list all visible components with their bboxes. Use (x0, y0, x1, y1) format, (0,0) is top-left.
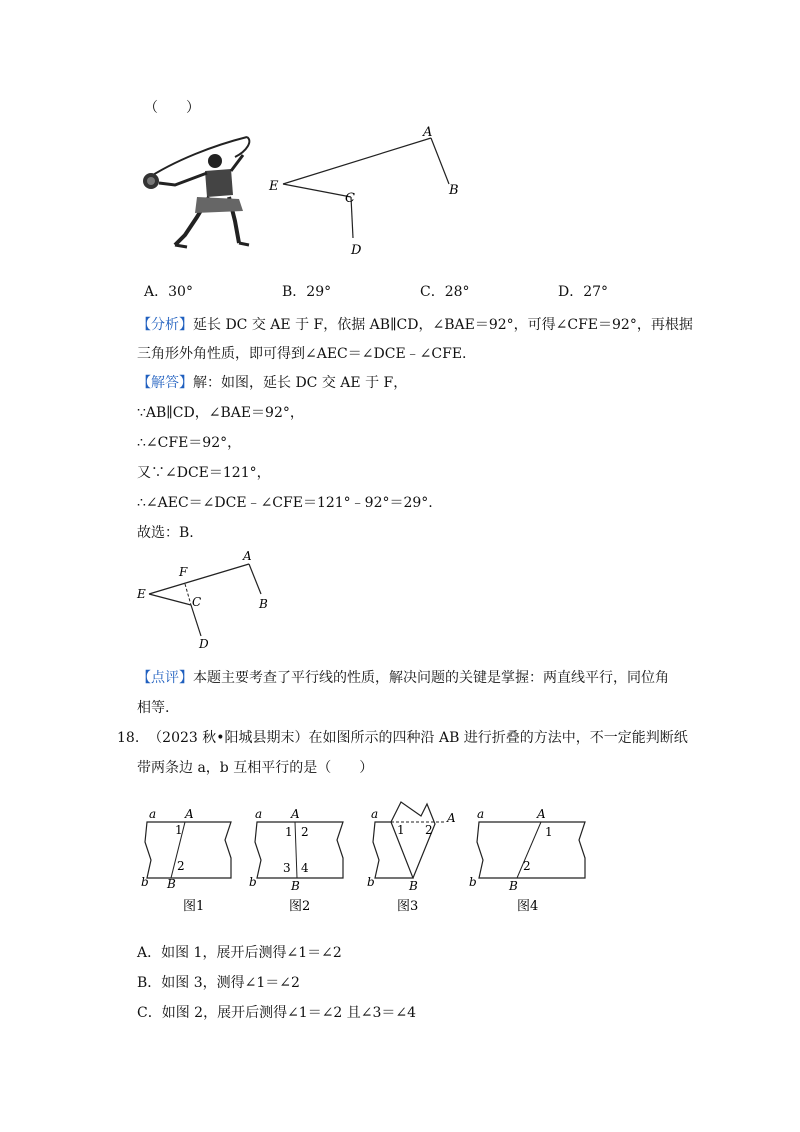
svg-text:b: b (367, 875, 375, 889)
answer-line-6: 故选：B. (137, 525, 194, 541)
q18-option-a[interactable]: A．如图 1，展开后测得∠1＝∠2 (137, 945, 342, 961)
caption-fig-1: 图1 (183, 899, 205, 914)
svg-text:B: B (167, 877, 176, 891)
svg-text:a: a (149, 807, 157, 821)
svg-text:A: A (291, 807, 300, 821)
svg-text:A: A (447, 811, 456, 825)
question-18-stem: 18. （2023 秋•阳城县期末）在如图所示的四种沿 AB 进行折叠的方法中，不一定能判断纸 (117, 730, 688, 746)
svg-text:B: B (509, 879, 518, 893)
solution-label-A: A (243, 549, 252, 563)
dancer-illustration (135, 125, 265, 255)
solution-label-E: E (137, 587, 146, 601)
svg-text:2: 2 (523, 859, 531, 873)
option-a[interactable]: A．30° (144, 284, 193, 300)
svg-text:a: a (477, 807, 485, 821)
answer-line-4: 又∵∠DCE＝121°， (137, 465, 271, 481)
q18-option-c[interactable]: C．如图 2，展开后测得∠1＝∠2 且∠3＝∠4 (137, 1005, 417, 1021)
answer-line-2: ∵AB∥CD，∠BAE＝92°， (137, 405, 304, 421)
svg-text:2: 2 (425, 823, 433, 837)
svg-text:4: 4 (301, 861, 309, 875)
answer-line-5: ∴∠AEC＝∠DCE﹣∠CFE＝121°﹣92°＝29°. (137, 495, 433, 511)
svg-text:B: B (291, 879, 300, 893)
label-C: C (345, 191, 355, 206)
solution-label-F: F (179, 565, 188, 579)
svg-text:3: 3 (283, 861, 291, 875)
solution-label-C: C (192, 595, 202, 609)
fig-4 (469, 807, 585, 914)
q18-option-b[interactable]: B．如图 3，测得∠1＝∠2 (137, 975, 300, 991)
svg-text:b: b (469, 875, 477, 889)
svg-text:1: 1 (285, 825, 293, 839)
answer-tag: 【解答】 (137, 375, 193, 391)
fig-2 (249, 807, 343, 914)
svg-text:a: a (255, 807, 263, 821)
caption-fig-3: 图3 (397, 899, 419, 914)
comment-text: 本题主要考查了平行线的性质，解决问题的关键是掌握：两直线平行，同位角 (193, 670, 669, 686)
option-c[interactable]: C．28° (420, 284, 470, 300)
svg-text:1: 1 (175, 823, 183, 837)
svg-text:1: 1 (545, 825, 553, 839)
svg-text:a: a (371, 807, 379, 821)
label-E: E (269, 179, 279, 194)
analysis-line-2: 三角形外角性质，即可得到∠AEC＝∠DCE﹣∠CFE. (137, 346, 467, 362)
svg-text:A: A (185, 807, 194, 821)
solution-label-B: B (259, 597, 268, 611)
option-d[interactable]: D．27° (558, 284, 609, 300)
option-b[interactable]: B．29° (282, 284, 332, 300)
analysis-text: 延长 DC 交 AE 于 F，依据 AB∥CD，∠BAE＝92°，可得∠CFE＝92°，再根据 (193, 317, 693, 333)
svg-text:B: B (409, 879, 418, 893)
label-B: B (449, 183, 459, 198)
answer-text: 解：如图，延长 DC 交 AE 于 F， (193, 375, 408, 391)
figure-solution (135, 548, 285, 653)
svg-text:b: b (249, 875, 257, 889)
svg-text:b: b (141, 875, 149, 889)
comment-paragraph (137, 668, 669, 688)
analysis-paragraph (137, 315, 693, 335)
fig-3 (367, 802, 456, 914)
analysis-tag: 【分析】 (137, 317, 193, 333)
solution-label-D: D (199, 637, 209, 651)
answer-blank: （ ） (144, 100, 200, 116)
question-18-stem-2: 带两条边 a，b 互相平行的是（ ） (137, 760, 374, 776)
svg-text:2: 2 (301, 825, 309, 839)
label-A: A (423, 125, 433, 140)
answer-line-3: ∴∠CFE＝92°， (137, 435, 242, 451)
figure-angle-abcde (265, 120, 475, 260)
caption-fig-2: 图2 (289, 899, 311, 914)
svg-text:2: 2 (177, 859, 185, 873)
comment-line-2: 相等. (137, 700, 170, 716)
question-number: 18. (117, 730, 140, 746)
svg-text:1: 1 (397, 823, 405, 837)
folding-figures (135, 800, 605, 920)
label-D: D (351, 243, 362, 258)
caption-fig-4: 图4 (517, 899, 539, 914)
comment-tag: 【点评】 (137, 670, 193, 686)
answer-paragraph (137, 373, 407, 393)
svg-text:A: A (537, 807, 546, 821)
fig-1 (141, 807, 231, 914)
